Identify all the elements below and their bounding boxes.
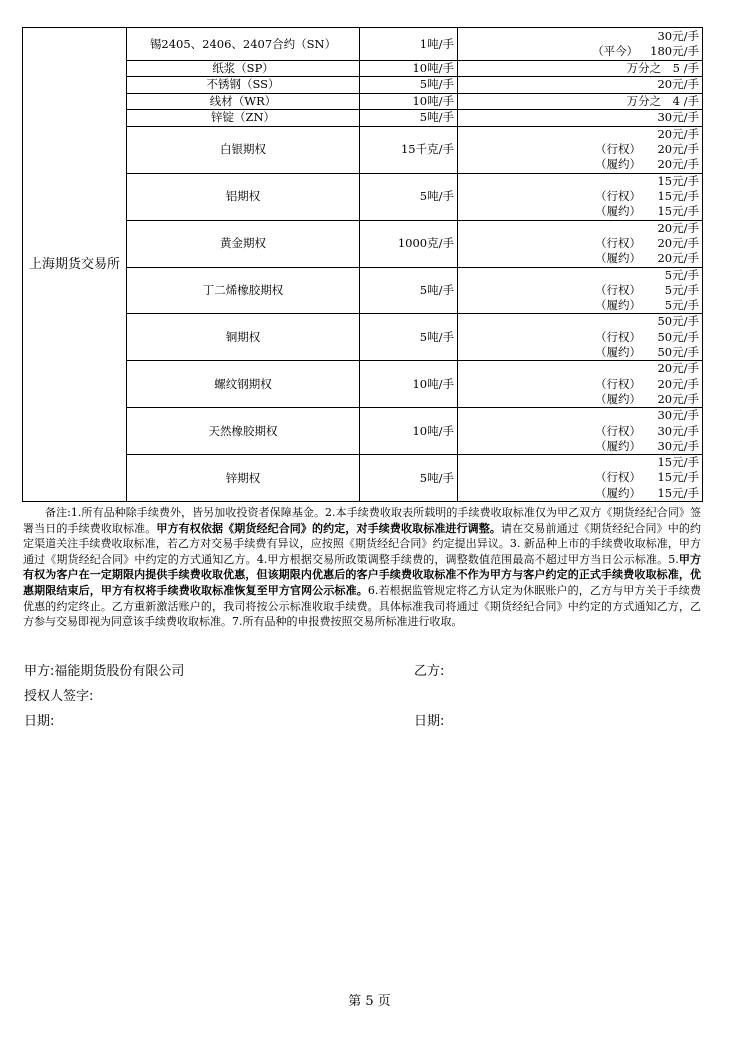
- fee-type: （行权）: [595, 282, 641, 297]
- fee-line: [461, 361, 699, 376]
- fee-cell: [458, 28, 703, 61]
- fee-type: （行权）: [595, 470, 641, 485]
- fee-line: [461, 251, 699, 266]
- fee-type: （履约）: [595, 298, 641, 313]
- fee-type: （行权）: [595, 376, 641, 391]
- contract-unit: 5吨/手: [360, 267, 458, 314]
- contract-unit: 10吨/手: [360, 408, 458, 455]
- party-b-label: 乙方:: [414, 664, 445, 679]
- product-name: 锡2405、2406、2407合约（SN）: [127, 28, 360, 61]
- fee-amount: 30元/手: [657, 28, 699, 43]
- fee-amount: 20元/手: [657, 157, 699, 172]
- fee-type: （履约）: [595, 438, 641, 453]
- contract-unit: 1吨/手: [360, 28, 458, 61]
- contract-unit: 5吨/手: [360, 173, 458, 220]
- fee-line: [461, 486, 699, 501]
- fee-amount: 5元/手: [664, 298, 699, 313]
- exchange-name: 上海期货交易所: [23, 28, 127, 502]
- fee-amount: 20元/手: [657, 142, 699, 157]
- product-name: 线材（WR）: [127, 93, 360, 109]
- fee-cell: [458, 93, 703, 109]
- product-name: 螺纹钢期权: [127, 361, 360, 408]
- fee-table-body: [23, 28, 703, 502]
- fee-line: [461, 424, 699, 439]
- fee-type: （行权）: [595, 142, 641, 157]
- fee-cell: [458, 361, 703, 408]
- fee-line: [461, 44, 699, 59]
- fee-amount: 30元/手: [657, 408, 699, 423]
- fee-amount: 20元/手: [657, 220, 699, 235]
- fee-amount: 15元/手: [657, 204, 699, 219]
- contract-unit: 5吨/手: [360, 455, 458, 502]
- fee-amount: 20元/手: [657, 251, 699, 266]
- page-number: 第 5 页: [348, 994, 391, 1009]
- contract-unit: 15千克/手: [360, 126, 458, 173]
- fee-line: [461, 94, 699, 109]
- fee-type: （行权）: [595, 423, 641, 438]
- fee-cell: [458, 220, 703, 267]
- fee-amount: 180元/手: [650, 44, 699, 58]
- fee-cell: [458, 61, 703, 77]
- fee-amount: 30元/手: [657, 110, 699, 125]
- product-name: 锌锭（ZN）: [127, 109, 360, 126]
- remarks-emphasis: 甲方有权为客户在一定期限内提供手续费收取优惠，但该期限内优惠后的客户手续费收取标准不作为甲方与客户约定的正式手续费收取标准，优惠期限结束后，甲方有权将手续费收取标准恢复至甲方官网公示标准。: [23, 552, 702, 597]
- fee-line: [461, 298, 699, 313]
- fee-line: [461, 236, 699, 251]
- fee-line: [461, 268, 699, 283]
- fee-type: （行权）: [595, 329, 641, 344]
- product-name: 锌期权: [127, 455, 360, 502]
- fee-type: （行权）: [595, 189, 641, 204]
- fee-amount: 15元/手: [657, 470, 699, 485]
- fee-table: [22, 27, 703, 502]
- fee-line: [461, 377, 699, 392]
- fee-amount: 20元/手: [657, 391, 699, 406]
- fee-line: [461, 29, 699, 44]
- fee-line: [461, 174, 699, 189]
- fee-line: [461, 61, 699, 76]
- contract-unit: 1000克/手: [360, 220, 458, 267]
- fee-line: [461, 110, 699, 125]
- fee-line: [461, 439, 699, 454]
- fee-type: （履约）: [595, 251, 641, 266]
- fee-line: [461, 345, 699, 360]
- fee-type: （行权）: [595, 235, 641, 250]
- party-a-label: 甲方:福能期货股份有限公司: [24, 664, 185, 679]
- fee-amount: 15元/手: [657, 189, 699, 204]
- contract-unit: 5吨/手: [360, 77, 458, 93]
- product-name: 丁二烯橡胶期权: [127, 267, 360, 314]
- fee-cell: [458, 455, 703, 502]
- contract-unit: 10吨/手: [360, 61, 458, 77]
- fee-amount: 50元/手: [657, 345, 699, 360]
- remarks: [23, 505, 701, 630]
- product-name: 白银期权: [127, 126, 360, 173]
- contract-unit: 10吨/手: [360, 361, 458, 408]
- fee-cell: [458, 109, 703, 126]
- product-name: 纸浆（SP）: [127, 61, 360, 77]
- fee-amount: 15元/手: [657, 455, 699, 470]
- remarks-text: 6.若根据监管规定将乙方认定为休眠账户的，乙方与甲方关于手续费优惠的约定终止。乙方重新激活账户的，我司将按公示标准收取手续费。具体标准我司将通过《期货经纪合同》中约定的方式通知乙方，乙方参与交易即视为同意该手续费收取标准。7.所有品种的申报费按照交易所标准进行收取。: [23, 583, 701, 629]
- fee-line: [461, 314, 699, 329]
- fee-type: （履约）: [595, 345, 641, 360]
- date-a-label: 日期:: [24, 714, 55, 729]
- fee-cell: [458, 267, 703, 314]
- product-name: 不锈钢（SS）: [127, 77, 360, 93]
- fee-cell: [458, 126, 703, 173]
- fee-amount: 20元/手: [657, 361, 699, 376]
- fee-amount: 20元/手: [657, 235, 699, 250]
- fee-line: [461, 470, 699, 485]
- fee-line: [461, 157, 699, 172]
- remarks-paragraph: [23, 505, 701, 630]
- fee-amount: 50元/手: [657, 329, 699, 344]
- fee-cell: [458, 77, 703, 93]
- fee-line: [461, 77, 699, 92]
- fee-cell: [458, 173, 703, 220]
- fee-type: （履约）: [595, 391, 641, 406]
- remarks-emphasis: 甲方有权依据《期货经纪合同》的约定，对手续费收取标准进行调整。: [156, 521, 502, 535]
- fee-type: （履约）: [595, 204, 641, 219]
- fee-amount: 30元/手: [657, 438, 699, 453]
- fee-line: [461, 330, 699, 345]
- date-b-label: 日期:: [414, 714, 445, 729]
- contract-unit: 10吨/手: [360, 93, 458, 109]
- fee-line: [461, 283, 699, 298]
- fee-line: [461, 221, 699, 236]
- fee-amount: 15元/手: [657, 485, 699, 500]
- fee-cell: [458, 408, 703, 455]
- fee-amount: 30元/手: [657, 423, 699, 438]
- product-name: 天然橡胶期权: [127, 408, 360, 455]
- fee-amount: 20元/手: [657, 376, 699, 391]
- product-name: 铜期权: [127, 314, 360, 361]
- fee-amount: 15元/手: [657, 173, 699, 188]
- fee-line: [461, 455, 699, 470]
- fee-type: （平今）: [592, 44, 639, 58]
- fee-line: [461, 189, 699, 204]
- fee-amount: 20元/手: [657, 126, 699, 141]
- fee-line: [461, 204, 699, 219]
- product-name: 铝期权: [127, 173, 360, 220]
- fee-cell: [458, 314, 703, 361]
- fee-amount: 5元/手: [664, 282, 699, 297]
- fee-line: [461, 142, 699, 157]
- table-row: [23, 28, 703, 61]
- fee-line: [461, 127, 699, 142]
- fee-type: （履约）: [595, 485, 641, 500]
- remarks-text: 请在交易前通过《期货经纪合同》中的约定渠道关注手续费收取标准，若乙方对交易手续费有异议，应按照《期货经纪合同》约定提出异议。3. 新品种上市的手续费收取标准，甲方通过《期货经纪合同》中约定的方式通知乙方。4.甲方根据交易所政策调整手续费的，调整数值范围最高不超过甲方当日公示标准。5.: [23, 521, 702, 566]
- product-name: 黄金期权: [127, 220, 360, 267]
- fee-type: （履约）: [595, 157, 641, 172]
- fee-line: [461, 408, 699, 423]
- fee-amount: 20元/手: [657, 77, 699, 92]
- fee-amount: 万分之 4 /手: [626, 93, 699, 108]
- fee-line: [461, 392, 699, 407]
- remarks-text: 备注:1.所有品种除手续费外，皆另加收投资者保障基金。2.本手续费收取表所载明的手续费收取标准仅为甲乙双方《期货经纪合同》签署当日的手续费收取标准。: [23, 506, 701, 535]
- fee-amount: 万分之 5 /手: [626, 61, 699, 75]
- authorized-signature-label: 授权人签字:: [24, 689, 94, 704]
- fee-amount: 50元/手: [657, 314, 699, 329]
- contract-unit: 5吨/手: [360, 314, 458, 361]
- contract-unit: 5吨/手: [360, 109, 458, 126]
- fee-amount: 5元/手: [664, 267, 699, 282]
